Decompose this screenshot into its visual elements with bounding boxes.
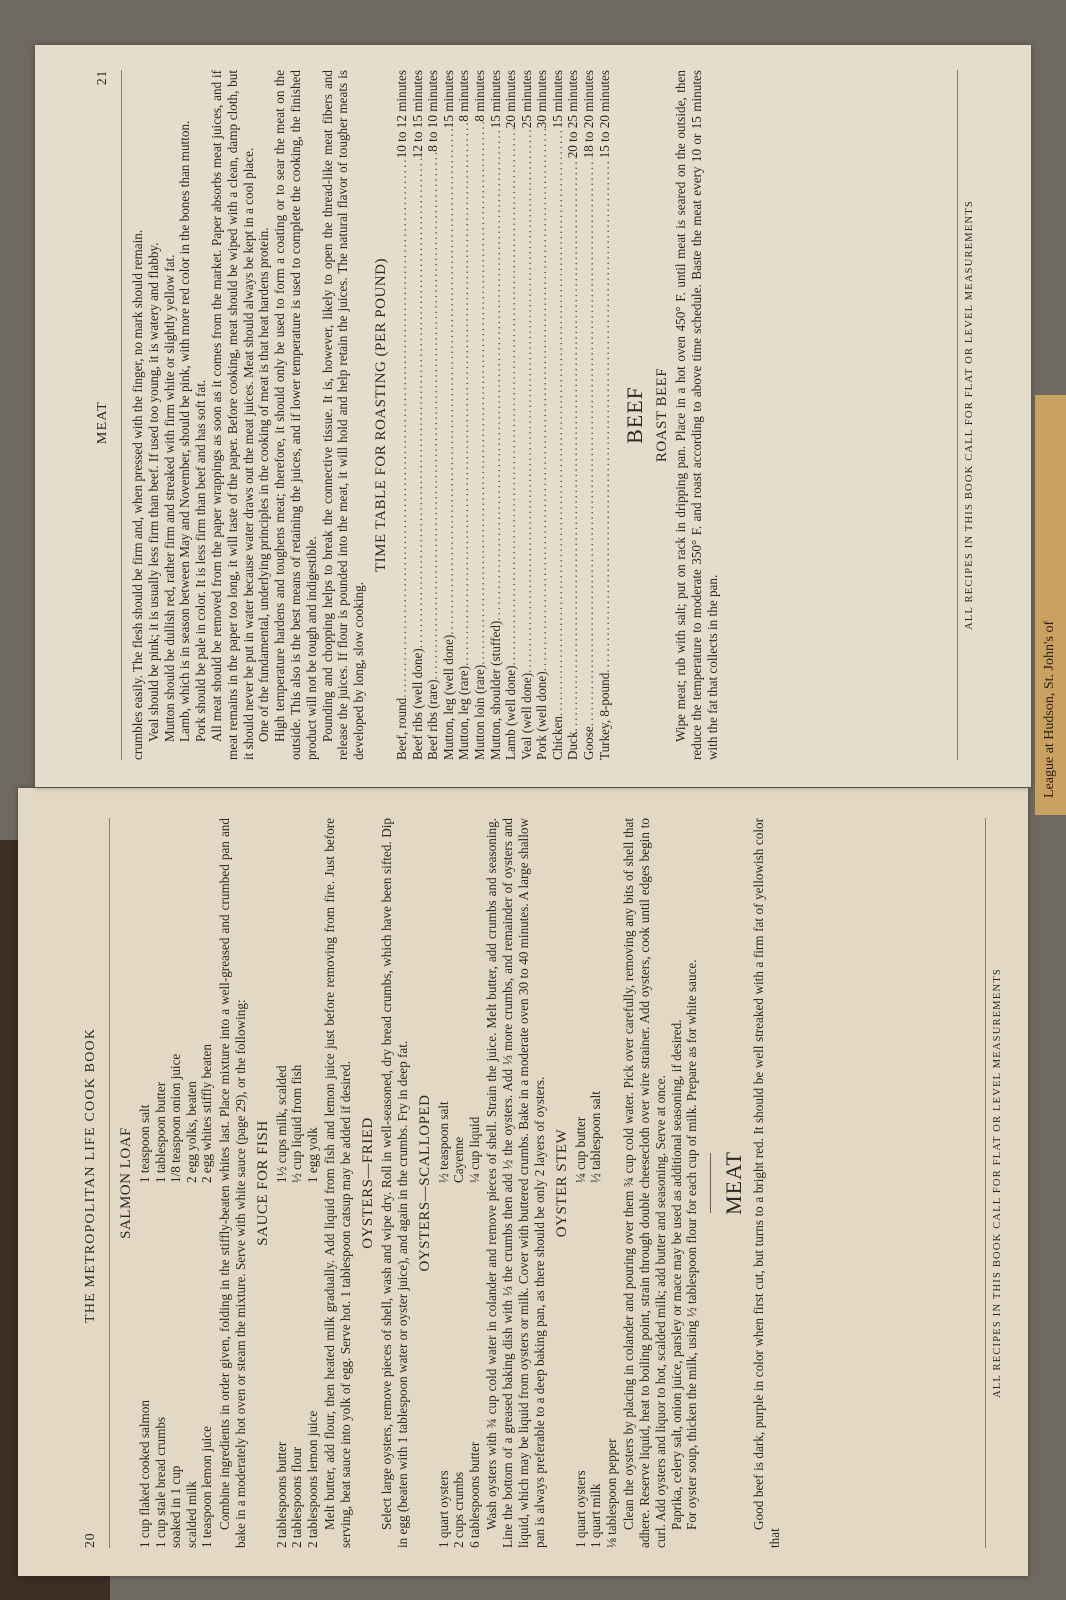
ingredient: 6 tablespoons butter xyxy=(466,1441,482,1548)
table-row xyxy=(534,70,550,760)
cook-time: 12 to 15 minutes xyxy=(409,70,425,159)
cook-time: 25 minutes xyxy=(518,70,534,129)
header-rule xyxy=(121,70,122,760)
ingredient: 1 quart oysters xyxy=(572,1470,588,1548)
recipe-title: SALMON LOAF xyxy=(118,1127,134,1239)
meat-name: Goose xyxy=(581,726,597,760)
recipe-method: Wash oysters with ¾ cup cold water in colander and remove pieces of shell. Strain the juice. Melt butter, add crumbs and seasoning. Line the bottom of a greased baking dish with ⅓ the crumbs then add ½ the oysters. Add ⅓ more crumbs, and remainder of oysters and liquid, which may be liquid from oysters or milk. Cover with buttered crumbs. Bake in a moderate oven 30 to 40 minutes. A large shallow pan is always preferable to a deep baking pan, as there should be only 2 layers of oysters. xyxy=(484,818,547,1548)
table-row xyxy=(519,70,535,760)
table-row xyxy=(597,70,613,760)
cook-time: 8 minutes xyxy=(471,70,487,122)
recipe-method: Select large oysters, remove pieces of shell, wash and wipe dry. Roll in well-seasoned, dry bread crumbs, which have been sifted. Dip in egg (beaten with 1 tablespoon water or oyster juice), and again in the crumbs. Fry in deep fat. xyxy=(378,818,410,1548)
ingredient-list xyxy=(436,818,483,1548)
recipe-title: SAUCE FOR FISH xyxy=(254,1120,271,1246)
table-row xyxy=(550,70,566,760)
meat-name: Beef ribs (well done) xyxy=(409,648,425,760)
ingredient: 2 tablespoons lemon juice xyxy=(304,1410,320,1548)
ingredient: 2 egg whites stiffly beaten xyxy=(199,1044,215,1183)
recipe-title: ROAST BEEF xyxy=(654,367,671,463)
table-row xyxy=(410,70,426,760)
meat-name: Duck xyxy=(565,731,581,760)
page-21 xyxy=(35,45,1031,787)
cook-time: 10 to 12 minutes xyxy=(393,70,409,159)
cook-time: 30 minutes xyxy=(534,70,550,129)
meat-name: Mutton, shoulder (stuffed) xyxy=(487,620,503,760)
paragraph: High temperature hardens and toughens meat; therefore, it should only be used to form a coating or to sear the meat on the outside. This also is the best means of retaining the juices, and if lower temperature is used to complete the cooking, the finished product will not be tough and indigestible. xyxy=(272,70,319,760)
section-title: BEEF xyxy=(622,386,648,444)
cook-time: 20 to 25 minutes xyxy=(565,70,581,159)
section-title: MEAT xyxy=(721,1151,747,1215)
ingredient: 1 cup flaked cooked salmon xyxy=(137,1400,152,1548)
paragraph: crumbles easily. The flesh should be firm and, when pressed with the finger, no mark should remain. xyxy=(130,229,145,760)
recipe-title: OYSTERS—SCALLOPED xyxy=(416,1094,433,1272)
section-text: Good beef is dark, purple in color when first cut, but turns to a bright red. It should be well streaked with a firm fat of yellowish color that xyxy=(751,818,783,1548)
running-head: MEAT xyxy=(95,401,110,445)
ingredient: 1 teaspoon salt xyxy=(137,1104,152,1183)
page-footer: ALL RECIPES IN THIS BOOK CALL FOR FLAT OR LEVEL MEASUREMENTS xyxy=(985,818,1003,1548)
page-21-content xyxy=(95,70,975,760)
running-header xyxy=(83,818,99,1548)
ingredient: ⅛ tablespoon pepper xyxy=(603,1438,619,1548)
table-row xyxy=(394,70,410,760)
paragraph: Mutton should be dullish red, rather firm and streaked with firm white or slightly yellow fat. xyxy=(161,254,177,742)
cook-time: 15 to 20 minutes xyxy=(596,70,612,159)
cook-time: 15 minutes xyxy=(440,70,456,129)
ingredient xyxy=(604,818,620,1183)
paragraph: One of the fundamental, underlying principles in the cooking of meat is that heat hardens protein. xyxy=(256,227,272,742)
ingredient-list xyxy=(573,818,620,1548)
table-row xyxy=(441,70,457,760)
page-20 xyxy=(18,788,1028,1576)
table-row xyxy=(581,70,597,760)
cook-time: 15 minutes xyxy=(549,70,565,129)
table-row xyxy=(472,70,488,760)
ingredient: 1 teaspoon lemon juice xyxy=(199,1426,215,1548)
running-head: THE METROPOLITAN LIFE COOK BOOK xyxy=(83,1027,98,1323)
recipe-note: Paprika, celery salt, onion juice, parsley or mace may be used as additional seasoning, if desired. xyxy=(668,1019,684,1530)
meat-name: Veal (well done) xyxy=(518,672,534,760)
table-title: TIME TABLE FOR ROASTING (PER POUND) xyxy=(372,258,389,572)
paragraph: Veal should be pink; it is usually less firm than beef. If used too young, it is watery and flabby. xyxy=(145,242,161,742)
header-rule xyxy=(109,818,110,1548)
paragraph: Pork should be pale in color. It is less firm than beef and has soft fat. xyxy=(193,379,209,742)
page-number: 20 xyxy=(83,1532,98,1548)
ingredient: 1 quart milk xyxy=(588,1483,604,1548)
meat-name: Pork (well done) xyxy=(534,671,550,760)
ingredient: ¼ cup liquid xyxy=(466,1116,482,1183)
recipe-title: OYSTER STEW xyxy=(553,1128,570,1238)
ingredient: 2 egg yolks, beaten xyxy=(183,1081,199,1183)
recipe-method: Clean the oysters by placing in colander and pouring over them ¾ cup cold water. Pick over carefully, removing any bits of shell that adhere. Reserve liquid, heat to boiling point, strain through double cheesecloth over wire strainer. Add oysters, cook until edges begin to curl. Add oysters and liquor to hot, scalded milk; add butter and seasoning. Serve at once. xyxy=(621,818,668,1548)
meat-name: Turkey, 8-pound xyxy=(596,672,612,760)
cook-time: 20 minutes xyxy=(503,70,519,129)
table-row xyxy=(456,70,472,760)
section-divider xyxy=(710,1153,711,1213)
ingredient: 2 tablespoons butter xyxy=(273,1441,289,1548)
ingredient: 2 tablespoons flour xyxy=(289,1446,305,1548)
ruler-label: League at Hudson, St. John's of xyxy=(1042,620,1057,798)
ingredient: 1½ cups milk, scalded xyxy=(273,1065,289,1183)
meat-name: Beef, round xyxy=(393,697,409,760)
meat-name: Chicken xyxy=(549,716,565,760)
ingredient: ¼ cup butter xyxy=(572,1116,588,1183)
recipe-method: Combine ingredients in order given, folding in the stiffly-beaten whites last. Place mixture into a well-greased and crumbed pan and bake in a moderately hot oven or steam the mixture. Serve with white sauce (page 29), or the following: xyxy=(216,818,248,1548)
ingredient: 1 cup stale bread crumbs xyxy=(152,1416,168,1548)
page-footer: ALL RECIPES IN THIS BOOK CALL FOR FLAT OR LEVEL MEASUREMENTS xyxy=(957,70,975,760)
recipe-method: Melt butter, add flour, then heated milk gradually. Add liquid from fish and lemon juice just before removing from fire. Just before serving, beat sauce into yolk of egg. Serve hot. 1 tablespoon catsup may be added if desired. xyxy=(322,818,354,1548)
paragraph: Pounding and chopping helps to break the connective tissue. It is, however, likely to open the thread-like meat fibers and release the juices. If flour is pounded into the meat, it will hold and help retain the juices. The natural flavor of tougher meats is developed by long, slow cooking. xyxy=(319,70,367,760)
ingredient: ½ cup liquid from fish xyxy=(289,1064,305,1183)
meat-name: Mutton, leg (well done) xyxy=(440,634,456,760)
ingredient: 1/8 teaspoon onion juice xyxy=(168,1053,184,1183)
page-number: 21 xyxy=(95,70,110,86)
page-20-content xyxy=(83,818,1003,1548)
table-row xyxy=(503,70,519,760)
cook-time: 15 minutes xyxy=(487,70,503,129)
cook-time: 8 minutes xyxy=(456,70,472,122)
recipe-note: For oyster soup, thicken the milk, using ½ tablespoon flour for each cup of milk. Prepare as for white sauce. xyxy=(684,959,700,1530)
ingredient: ½ tablespoon salt xyxy=(588,1091,604,1183)
paragraph: All meat should be removed from the paper wrappings as soon as it comes from the market. Paper absorbs meat juices, and if meat remains in the paper too long, it will taste of the paper. Before cooking, meat should be wiped with a clean, damp cloth, but it should never be put in water because water draws out the meat juices. Meat should always be kept in a cool place. xyxy=(208,70,256,760)
ingredient-list xyxy=(137,818,215,1548)
ingredient: 1 tablespoon butter xyxy=(152,1081,168,1183)
ingredient: 2 cups crumbs xyxy=(451,1471,467,1548)
table-row xyxy=(488,70,504,760)
recipe-title: OYSTERS—FRIED xyxy=(359,1117,376,1249)
ingredient: scalded milk xyxy=(183,1480,199,1548)
meat-name: Beef ribs (rare) xyxy=(425,679,441,760)
ingredient: 1 quart oysters xyxy=(435,1470,451,1548)
table-row xyxy=(425,70,441,760)
wooden-ruler xyxy=(1035,395,1066,815)
cook-time: 18 to 20 minutes xyxy=(581,70,597,159)
ingredient: Cayenne xyxy=(451,1136,467,1183)
ingredient: soaked in 1 cup xyxy=(168,1465,184,1548)
ingredient: ½ teaspoon salt xyxy=(435,1101,451,1183)
meat-name: Mutton, leg (rare) xyxy=(456,665,472,760)
cook-time: 8 to 10 minutes xyxy=(425,70,441,152)
meat-name: Mutton loin (rare) xyxy=(471,664,487,760)
running-header xyxy=(95,70,111,760)
recipe-method: Wipe meat; rub with salt; put on rack in dripping pan. Place in a hot oven 450° F. until meat is seared on the outside, then reduce the temperature to moderate 350° F. and roast according to above time schedule. Baste the meat every 10 or 15 minutes with the fat that collects in the pan. xyxy=(673,70,720,760)
table-row xyxy=(565,70,581,760)
ingredient-list xyxy=(274,818,321,1548)
roasting-time-table xyxy=(394,70,612,760)
meat-name: Lamb (well done) xyxy=(503,665,519,760)
paragraph: Lamb, which is in season between May and November, should be pink, with more red color in the bones than mutton. xyxy=(177,120,193,742)
ingredient: 1 egg yolk xyxy=(304,1127,320,1183)
